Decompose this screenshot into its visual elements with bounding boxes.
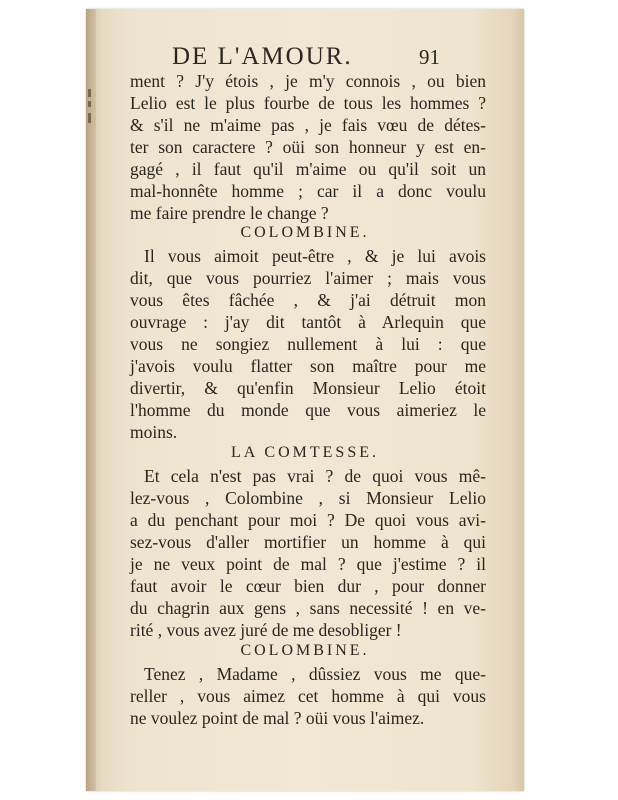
text-line: a du penchant pour moi ? De quoi vous avi- [130, 510, 486, 530]
speaker-name: COLOMBINE. [240, 642, 370, 659]
text-line: lez-vous , Colombine , si Monsieur Lelio [130, 488, 486, 508]
text-line: Et cela n'est pas vrai ? de quoi vous mê- [144, 466, 486, 486]
text-line: rité , vous avez juré de me desobliger ! [130, 620, 402, 640]
text-line: ment ? J'y étois , je m'y connois , ou bien [130, 71, 486, 91]
text-line: sez-vous d'aller mortifier un homme à qui [130, 532, 486, 552]
text-line: Lelio est le plus fourbe de tous les hommes ? [130, 93, 486, 113]
binding-mark [88, 113, 91, 123]
text-line: me faire prendre le change ? [130, 203, 329, 223]
text-line: je ne veux point de mal ? que j'estime ? il [130, 554, 486, 574]
text-line: mal-honnête homme ; car il a donc voulu [130, 181, 486, 201]
text-line: & s'il ne m'aime pas , je fais vœu de détes- [130, 115, 486, 135]
text-line: vous êtes fâchée , & j'ai détruit mon [130, 290, 486, 310]
text-line: gagé , il faut qu'il m'aime ou qu'il soit un [130, 159, 486, 179]
book-page [86, 9, 524, 791]
speaker-name: COLOMBINE. [240, 224, 370, 241]
text-line: ter son caractere ? oüi son honneur y est en- [130, 137, 486, 157]
text-line: ouvrage : j'ay dit tantôt à Arlequin que [130, 312, 486, 332]
text-line: vous ne songiez nullement à lui : que [130, 334, 486, 354]
text-line: moins. [130, 422, 178, 442]
text-line: l'homme du monde que vous aimeriez le [130, 400, 486, 420]
page-number: 91 [419, 45, 440, 69]
text-line: divertir, & qu'enfin Monsieur Lelio étoit [130, 378, 486, 398]
text-line: Tenez , Madame , dûssiez vous me que- [144, 664, 486, 684]
text-line: Il vous aimoit peut-être , & je lui avois [144, 246, 486, 266]
binding-mark [88, 89, 91, 97]
binding-mark [88, 101, 91, 107]
text-line: dit, que vous pourriez l'aimer ; mais vous [130, 268, 486, 288]
speaker-name: LA COMTESSE. [230, 444, 379, 461]
text-line: reller , vous aimez cet homme à qui vous [130, 686, 486, 706]
text-line: faut avoir le cœur bien dur , pour donner [130, 576, 486, 596]
page-binding [86, 9, 96, 791]
text-line: du chagrin aux gens , sans necessité ! en ve- [130, 598, 486, 618]
text-line: j'avois voulu flatter son maître pour me [130, 356, 486, 376]
running-head: DE L'AMOUR. [172, 43, 353, 70]
text-line: ne voulez point de mal ? oüi vous l'aimez. [130, 708, 425, 728]
